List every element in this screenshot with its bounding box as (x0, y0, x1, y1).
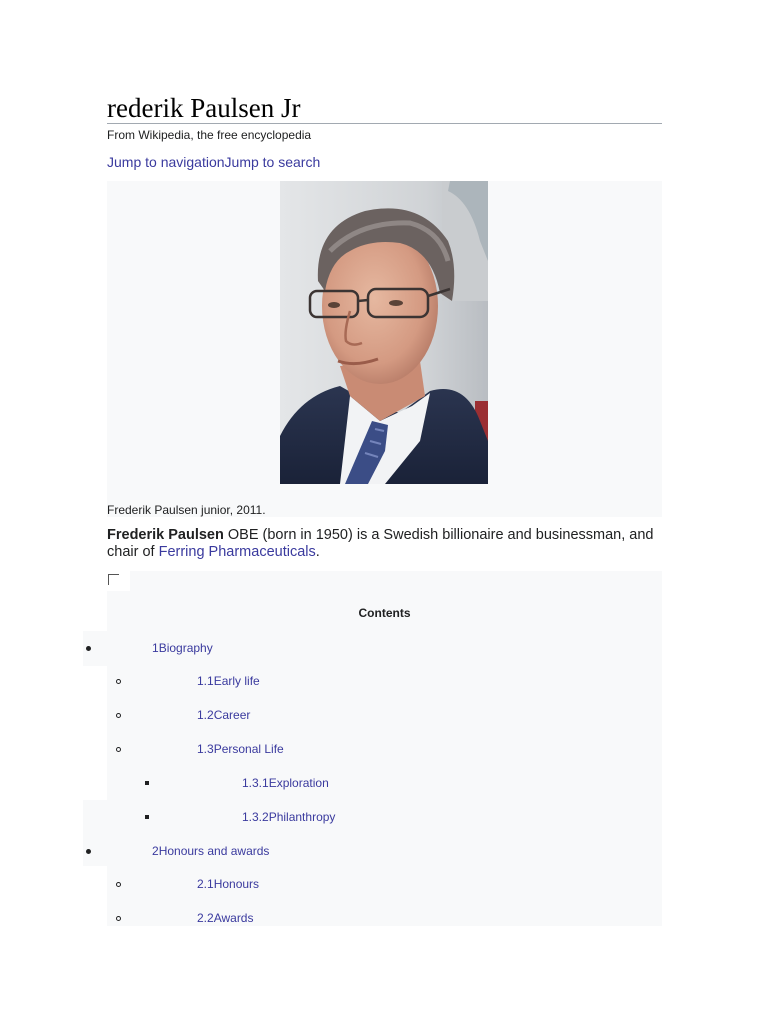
infobox-caption: Frederik Paulsen junior, 2011. (107, 503, 266, 517)
infobox (107, 181, 662, 517)
toc-item-early-life[interactable]: 1.1Early life (197, 674, 260, 688)
toc-item-career[interactable]: 1.2Career (197, 708, 251, 722)
toc-item-personal-life[interactable]: 1.3Personal Life (197, 742, 284, 756)
jump-to-search-link[interactable]: Jump to search (224, 154, 321, 170)
table-of-contents (107, 571, 662, 926)
page-title: rederik Paulsen Jr (107, 93, 301, 123)
bullet-circle-icon (116, 916, 121, 921)
jump-links (107, 154, 320, 170)
bullet-disc-icon (86, 646, 91, 651)
lead-paragraph (107, 527, 667, 561)
ferring-pharmaceuticals-link[interactable]: Ferring Pharmaceuticals (158, 544, 316, 560)
lead-text-end: . (315, 544, 320, 560)
lead-text: OBE (born in 1950) is a Swedish billionaire and businessman, and chair of (107, 527, 654, 560)
toc-toggle-checkbox[interactable] (108, 574, 119, 585)
toc-item-philanthropy[interactable]: 1.3.2Philanthropy (242, 810, 336, 824)
bullet-circle-icon (116, 747, 121, 752)
bullet-square-icon (145, 815, 149, 819)
portrait-image (280, 181, 488, 484)
title-divider (107, 123, 662, 124)
toc-item-exploration[interactable]: 1.3.1Exploration (242, 776, 329, 790)
toc-row-background (83, 800, 107, 866)
toc-item-awards[interactable]: 2.2Awards (197, 911, 254, 925)
toc-item-honours-and-awards[interactable]: 2Honours and awards (152, 844, 270, 858)
jump-to-navigation-link[interactable]: Jump to navigation (107, 154, 225, 170)
toc-title: Contents (358, 606, 411, 620)
bullet-square-icon (145, 781, 149, 785)
subject-name: Frederik Paulsen (107, 527, 224, 543)
toc-item-biography[interactable]: 1Biography (152, 641, 213, 655)
bullet-circle-icon (116, 882, 121, 887)
bullet-circle-icon (116, 713, 121, 718)
toc-item-honours[interactable]: 2.1Honours (197, 877, 260, 891)
bullet-disc-icon (86, 849, 91, 854)
portrait-photo[interactable] (280, 181, 488, 484)
bullet-circle-icon (116, 679, 121, 684)
site-tagline: From Wikipedia, the free encyclopedia (107, 128, 312, 142)
